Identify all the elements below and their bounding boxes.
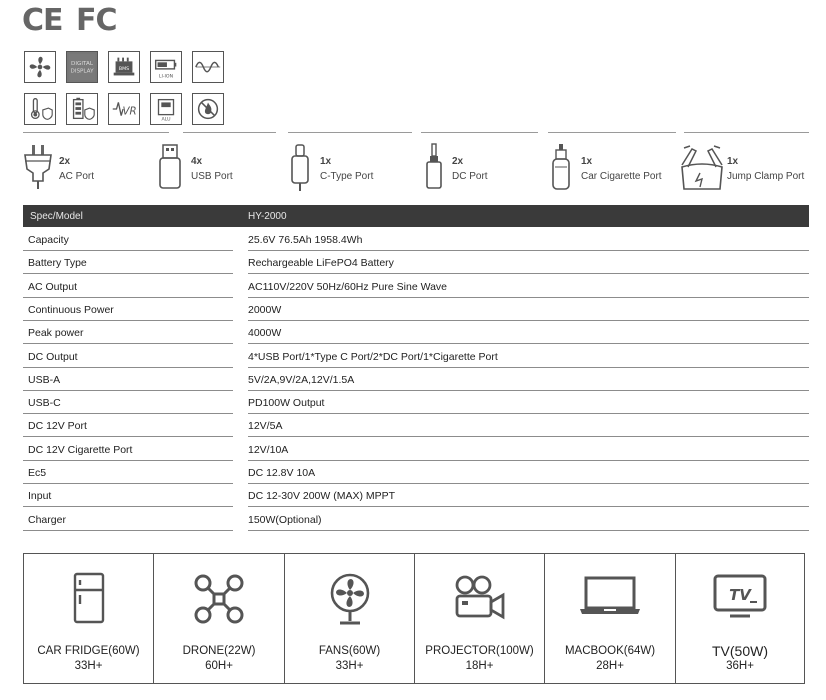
port-divider bbox=[684, 132, 809, 133]
port-name: C-Type Port bbox=[320, 171, 374, 182]
dc-plug-icon bbox=[423, 143, 445, 193]
car-cigarette-plug-icon bbox=[550, 143, 572, 193]
spec-table-header bbox=[23, 205, 809, 227]
laptop-icon bbox=[578, 572, 642, 618]
spec-value: 12V/5A bbox=[248, 420, 283, 433]
spec-label: Charger bbox=[28, 513, 66, 526]
alu-label: ALU bbox=[161, 117, 171, 123]
projector-icon bbox=[453, 572, 507, 622]
spec-label: Continuous Power bbox=[28, 303, 114, 316]
spec-row bbox=[23, 321, 809, 344]
port-dc bbox=[423, 143, 543, 195]
fcc-mark: FC bbox=[76, 3, 117, 38]
device-card-drone bbox=[154, 554, 285, 683]
port-car-cigarette bbox=[550, 143, 680, 195]
spec-row bbox=[23, 345, 809, 368]
li-ion-battery-icon bbox=[150, 51, 182, 83]
spec-value: 25.6V 76.5Ah 1958.4Wh bbox=[248, 234, 363, 246]
spec-row bbox=[23, 461, 809, 484]
spec-value: 4*USB Port/1*Type C Port/2*DC Port/1*Cigarette Port bbox=[248, 350, 498, 363]
spec-row bbox=[23, 275, 809, 298]
usb-c-plug-icon bbox=[289, 143, 311, 193]
vr-label: VR bbox=[122, 105, 137, 118]
device-name: FANS(60W) bbox=[318, 645, 381, 657]
spec-value: Rechargeable LiFePO4 Battery bbox=[248, 257, 394, 270]
spec-label: AC Output bbox=[28, 280, 78, 293]
device-name: TV(50W) bbox=[712, 643, 768, 659]
spec-value: 4000W bbox=[248, 327, 282, 340]
ce-mark: CE bbox=[22, 3, 63, 38]
port-divider bbox=[288, 132, 412, 133]
port-name: Car Cigarette Port bbox=[581, 171, 662, 182]
port-name: DC Port bbox=[452, 171, 488, 182]
ac-plug-icon bbox=[23, 143, 53, 193]
spec-value: DC 12-30V 200W (MAX) MPPT bbox=[248, 490, 396, 503]
spec-label: DC 12V Port bbox=[28, 420, 87, 433]
port-name: Jump Clamp Port bbox=[727, 171, 805, 182]
device-card-fan bbox=[285, 554, 415, 683]
no-fire-icon bbox=[192, 93, 224, 125]
device-runtime: 18H+ bbox=[465, 660, 494, 672]
spec-row bbox=[23, 391, 809, 414]
port-divider bbox=[548, 132, 676, 133]
spec-row bbox=[23, 251, 809, 274]
device-card-laptop bbox=[545, 554, 676, 683]
spec-label: Peak power bbox=[28, 327, 84, 340]
spec-label: USB-A bbox=[28, 373, 61, 386]
port-name: USB Port bbox=[191, 171, 233, 182]
li-ion-label: LI-ION bbox=[158, 74, 174, 80]
spec-value: PD100W Output bbox=[248, 397, 325, 410]
drone-icon bbox=[192, 572, 246, 626]
spec-row bbox=[23, 414, 809, 437]
spec-label: Capacity bbox=[28, 234, 69, 246]
port-count: 1x bbox=[581, 156, 593, 167]
spec-value: 12V/10A bbox=[248, 443, 289, 456]
bms-icon bbox=[108, 51, 140, 83]
jump-clamp-icon bbox=[678, 143, 726, 193]
port-count: 1x bbox=[727, 156, 739, 167]
spec-value: AC110V/220V 50Hz/60Hz Pure Sine Wave bbox=[248, 280, 448, 293]
device-runtime: 60H+ bbox=[205, 660, 233, 672]
spec-label: USB-C bbox=[28, 397, 61, 410]
device-name: PROJECTOR(100W) bbox=[425, 645, 534, 657]
fridge-icon bbox=[72, 572, 106, 626]
spec-label: DC Output bbox=[28, 350, 78, 363]
spec-row bbox=[23, 438, 809, 461]
spec-header-model: HY-2000 bbox=[248, 211, 287, 222]
device-runtime: 33H+ bbox=[335, 660, 364, 672]
port-count: 4x bbox=[191, 156, 203, 167]
device-card-fridge bbox=[24, 554, 154, 683]
spec-row bbox=[23, 228, 809, 251]
digital-display-line2: DISPLAY bbox=[70, 68, 94, 75]
spec-row bbox=[23, 484, 809, 507]
device-card-tv bbox=[676, 554, 804, 683]
spec-row bbox=[23, 368, 809, 391]
device-name: DRONE(22W) bbox=[182, 645, 256, 657]
temperature-protection-icon bbox=[24, 93, 56, 125]
digital-display-icon bbox=[66, 51, 98, 83]
tv-icon bbox=[712, 572, 768, 620]
device-card-projector bbox=[415, 554, 545, 683]
port-name: AC Port bbox=[59, 171, 95, 182]
battery-protection-icon bbox=[66, 93, 98, 125]
port-divider bbox=[183, 132, 276, 133]
spec-value: 2000W bbox=[248, 303, 282, 316]
port-usb bbox=[158, 143, 278, 195]
usb-plug-icon bbox=[158, 143, 182, 193]
fan-icon bbox=[24, 51, 56, 83]
spec-row bbox=[23, 298, 809, 321]
fan-icon bbox=[327, 572, 373, 628]
port-divider bbox=[421, 132, 538, 133]
pure-sine-wave-icon bbox=[192, 51, 224, 83]
device-name: CAR FRIDGE(60W) bbox=[37, 645, 140, 657]
port-count: 2x bbox=[452, 156, 464, 167]
spec-label: Input bbox=[28, 490, 52, 503]
spec-header-label: Spec/Model bbox=[30, 211, 83, 222]
device-runtime: 33H+ bbox=[74, 660, 103, 672]
digital-display-line1: DIGITAL bbox=[71, 61, 93, 68]
port-jump-clamp bbox=[678, 143, 823, 195]
port-usb-c bbox=[289, 143, 414, 195]
tv-screen-label: TV bbox=[729, 586, 751, 604]
spec-value: DC 12.8V 10A bbox=[248, 467, 316, 479]
port-count: 1x bbox=[320, 156, 332, 167]
port-divider bbox=[23, 132, 169, 133]
spec-row bbox=[23, 508, 809, 531]
spec-label: Ec5 bbox=[28, 467, 47, 479]
spec-value: 150W(Optional) bbox=[248, 513, 322, 526]
port-count: 2x bbox=[59, 156, 71, 167]
device-runtime: 28H+ bbox=[596, 660, 624, 672]
device-runtime: 36H+ bbox=[726, 660, 754, 672]
device-name: MACBOOK(64W) bbox=[564, 645, 656, 657]
aluminum-case-icon bbox=[150, 93, 182, 125]
bms-label: BMS bbox=[118, 66, 130, 72]
spec-label: DC 12V Cigarette Port bbox=[28, 443, 133, 456]
device-runtime-grid bbox=[23, 553, 805, 684]
port-ac bbox=[23, 143, 163, 195]
spec-value: 5V/2A,9V/2A,12V/1.5A bbox=[248, 373, 355, 386]
voltage-regulation-icon bbox=[108, 93, 140, 125]
spec-label: Battery Type bbox=[28, 257, 87, 270]
